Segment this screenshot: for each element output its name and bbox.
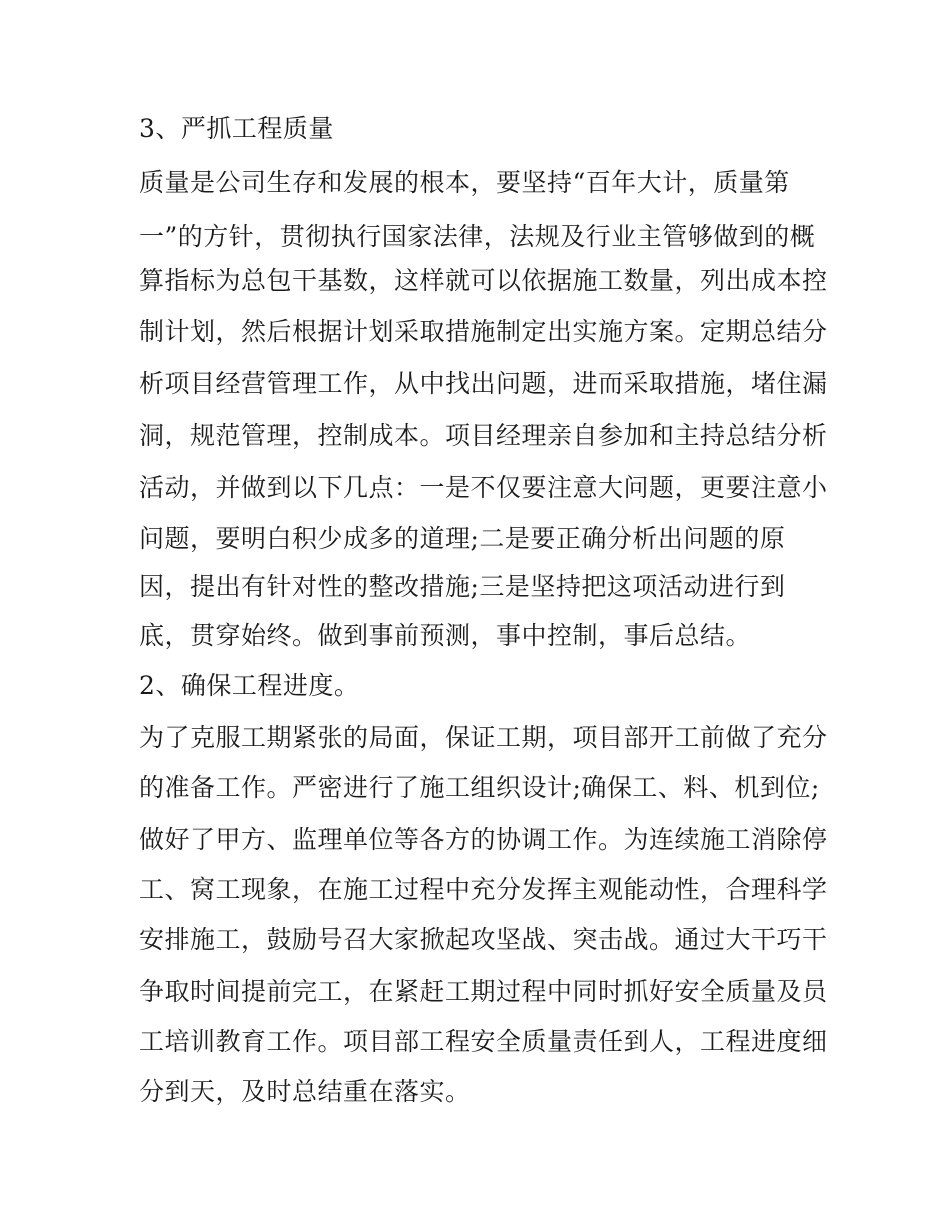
paragraph-line: 制计划，然后根据计划采取措施制定出实施方案。定期总结分	[139, 317, 828, 346]
paragraph-line: 因，提出有针对性的整改措施;三是坚持把这项活动进行到	[139, 572, 786, 601]
paragraph-line: 算指标为总包干基数，这样就可以依据施工数量，列出成本控	[139, 266, 828, 295]
paragraph-line: 做好了甲方、监理单位等各方的协调工作。为连续施工消除停	[139, 825, 828, 854]
paragraph-line: 工培训教育工作。项目部工程安全质量责任到人，工程进度细	[139, 1027, 828, 1056]
paragraph-line: 质量是公司生存和发展的根本，要坚持“百年大计，质量第	[139, 168, 790, 197]
paragraph-line: 安排施工，鼓励号召大家掀起攻坚战、突击战。通过大干巧干	[139, 925, 828, 954]
section-heading-schedule: 2、确保工程进度。	[139, 671, 360, 700]
paragraph-line: 一”的方针，贯彻执行国家法律，法规及行业主管够做到的概	[139, 222, 816, 251]
paragraph-line: 洞，规范管理，控制成本。项目经理亲自参加和主持总结分析	[139, 421, 828, 450]
paragraph-line: 争取时间提前完工，在紧赶工期过程中同时抓好安全质量及员	[139, 977, 828, 1006]
paragraph-line: 为了克服工期紧张的局面，保证工期，项目部开工前做了充分	[139, 723, 828, 752]
paragraph-line: 问题，要明白积少成多的道理;二是要正确分析出问题的原	[139, 524, 786, 553]
paragraph-line: 底，贯穿始终。做到事前预测，事中控制，事后总结。	[139, 621, 752, 650]
section-heading-quality: 3、严抓工程质量	[139, 114, 334, 143]
paragraph-line: 工、窝工现象，在施工过程中充分发挥主观能动性，合理科学	[139, 875, 828, 904]
paragraph-line: 活动，并做到以下几点：一是不仅要注意大问题，更要注意小	[139, 473, 828, 502]
paragraph-line: 的准备工作。严密进行了施工组织设计;确保工、料、机到位;	[139, 773, 820, 802]
paragraph-line: 分到天，及时总结重在落实。	[139, 1077, 471, 1106]
paragraph-line: 析项目经营管理工作，从中找出问题，进而采取措施，堵住漏	[139, 369, 828, 398]
